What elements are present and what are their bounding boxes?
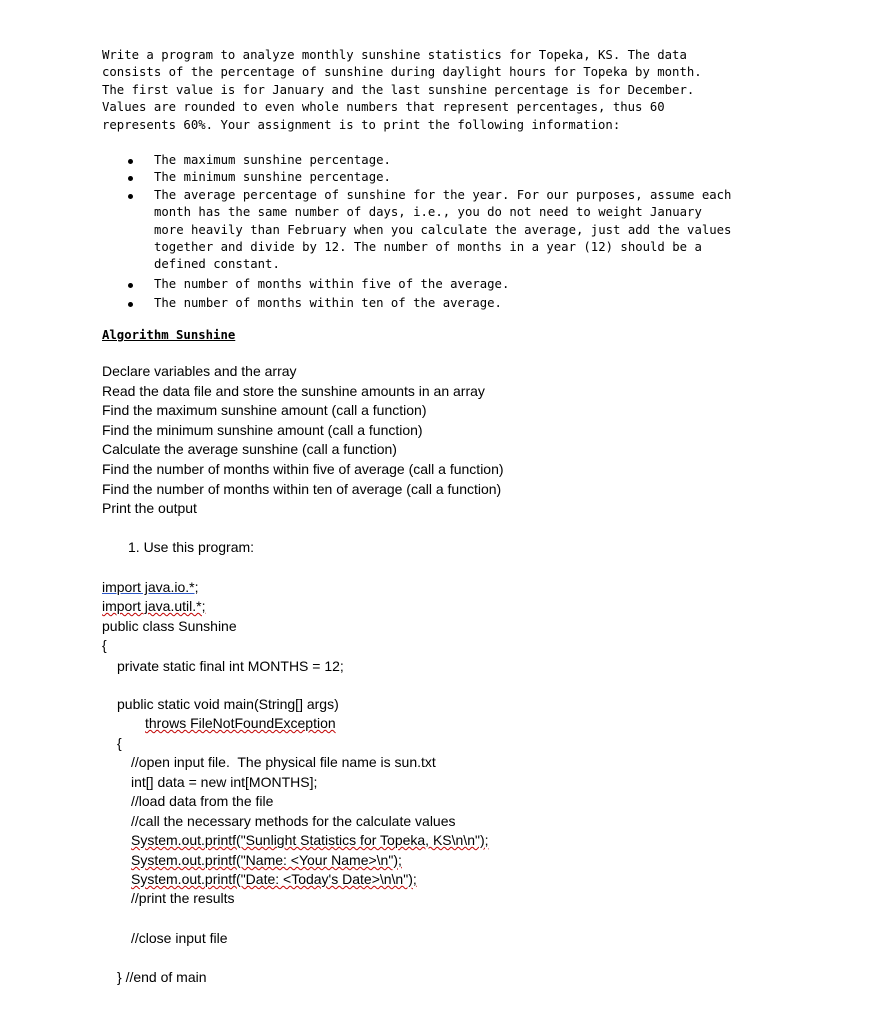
algorithm-step: Find the minimum sunshine amount (call a function) bbox=[102, 421, 423, 438]
algorithm-step: Declare variables and the array bbox=[102, 363, 297, 379]
intro-line: Write a program to analyze monthly sunshine statistics for Topeka, KS. The data bbox=[102, 48, 687, 62]
list-item: The minimum sunshine percentage. bbox=[102, 169, 802, 186]
code-line-class: public class Sunshine bbox=[102, 618, 237, 634]
intro-line: represents 60%. Your assignment is to print the following information: bbox=[102, 117, 621, 132]
code-line-comment-load: //load data from the file bbox=[131, 793, 274, 809]
algorithm-steps bbox=[102, 362, 504, 519]
bullet-icon bbox=[128, 194, 133, 199]
list-item: The maximum sunshine percentage. bbox=[102, 152, 802, 169]
code-line-throws: throws FileNotFoundException bbox=[145, 715, 336, 731]
code-line-end-main: } //end of main bbox=[117, 969, 207, 985]
algorithm-step: Find the number of months within five of average (call a function) bbox=[102, 460, 504, 477]
code-line-import-io: import java.io.*; bbox=[102, 579, 199, 595]
list-item: The number of months within five of the average. bbox=[102, 276, 802, 293]
code-line-main: public static void main(String[] args) bbox=[117, 696, 339, 712]
bullet-icon bbox=[128, 302, 133, 307]
intro-line: consists of the percentage of sunshine during daylight hours for Topeka by month. bbox=[102, 65, 702, 80]
bullet-icon bbox=[128, 283, 133, 288]
code-line-brace: { bbox=[117, 735, 122, 751]
code-line-comment-print: //print the results bbox=[131, 890, 235, 906]
bullet-icon bbox=[128, 159, 133, 164]
algorithm-step: Find the maximum sunshine amount (call a function) bbox=[102, 402, 427, 419]
algorithm-title: Algorithm Sunshine bbox=[102, 328, 236, 342]
code-line-printf-date: System.out.printf("Date: <Today's Date>\n\n"); bbox=[131, 871, 417, 887]
list-item: The average percentage of sunshine for the year. For our purposes, assume each month has the same number of days, i.e., you do not need to weight January more heavily than February when you calculate the average, just add the values together and divide by 12. The number of months in a year (12) should be a defined constant. bbox=[102, 187, 802, 274]
numbered-item: 1. Use this program: bbox=[128, 539, 255, 555]
intro-line: Values are rounded to even whole numbers that represent percentages, thus 60 bbox=[102, 100, 665, 115]
code-line-printf-title: System.out.printf("Sunlight Statistics for Topeka, KS\n\n"); bbox=[131, 832, 489, 848]
intro-paragraph bbox=[102, 47, 802, 134]
code-line-constant: private static final int MONTHS = 12; bbox=[117, 658, 344, 674]
algorithm-step: Print the output bbox=[102, 500, 197, 517]
code-line-printf-name: System.out.printf("Name: <Your Name>\n"); bbox=[131, 852, 402, 868]
algorithm-step: Read the data file and store the sunshine amounts in an array bbox=[102, 382, 485, 399]
algorithm-step: Find the number of months within ten of average (call a function) bbox=[102, 480, 502, 497]
code-line-array: int[] data = new int[MONTHS]; bbox=[131, 774, 318, 790]
code-line-comment-close: //close input file bbox=[131, 930, 228, 946]
algorithm-step: Calculate the average sunshine (call a function) bbox=[102, 441, 397, 458]
code-line-brace: { bbox=[102, 637, 107, 653]
intro-line: The first value is for January and the last sunshine percentage is for December. bbox=[102, 82, 695, 97]
code-line-comment-call: //call the necessary methods for the calculate values bbox=[131, 813, 456, 829]
list-item: The number of months within ten of the average. bbox=[102, 295, 802, 312]
bullet-icon bbox=[128, 176, 133, 181]
code-line-comment-open: //open input file. The physical file name is sun.txt bbox=[131, 754, 436, 770]
requirements-list bbox=[102, 152, 802, 313]
code-line-import-util: import java.util.*; bbox=[102, 598, 206, 614]
